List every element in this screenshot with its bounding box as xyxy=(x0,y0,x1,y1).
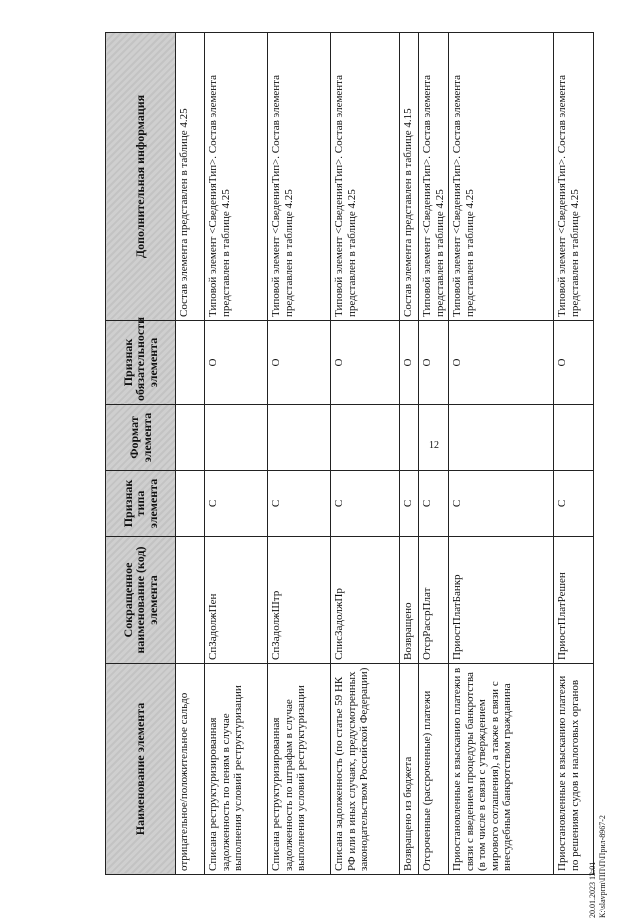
cell-info: Типовой элемент <СведенияТип>. Состав элемента представлен в таблице 4.25 xyxy=(331,33,400,321)
cell-type xyxy=(176,471,205,537)
rotated-table-container xyxy=(105,33,581,875)
cell-format xyxy=(331,405,400,471)
cell-info: Состав элемента представлен в таблице 4.15 xyxy=(400,33,419,321)
table-row xyxy=(176,33,205,875)
cell-type: С xyxy=(268,471,331,537)
cell-format xyxy=(176,405,205,471)
cell-name: Отсроченные (рассроченные) платежи xyxy=(419,664,449,875)
cell-format xyxy=(268,405,331,471)
cell-code: СписЗадолжПр xyxy=(331,537,400,664)
table-row xyxy=(331,33,400,875)
table-row xyxy=(554,33,594,875)
cell-code: ПриостПлатРешен xyxy=(554,537,594,664)
page-number: 12 xyxy=(429,440,439,451)
cell-info: Типовой элемент <СведенияТип>. Состав элемента представлен в таблице 4.25 xyxy=(449,33,554,321)
header-name: Наименование элемента xyxy=(106,664,176,875)
cell-required: О xyxy=(205,321,268,405)
footer-datetime: 20.01.2023 12:01 xyxy=(588,861,597,918)
cell-code xyxy=(176,537,205,664)
cell-name: Списана задолженность (по статье 59 НК РФ или в иных случаях, предусмотренных законодательством Российской Федерации) xyxy=(331,664,400,875)
header-code: Сокращенное наименование (код) элемента xyxy=(106,537,176,664)
footer-stamp xyxy=(588,768,608,918)
cell-required: О xyxy=(331,321,400,405)
cell-name: отрицательное/положительное сальдо xyxy=(176,664,205,875)
cell-name: Списана реструктуризированная задолженность по пеням в случае выполнения условий реструктуризации xyxy=(205,664,268,875)
cell-info: Типовой элемент <СведенияТип>. Состав элемента представлен в таблице 4.25 xyxy=(205,33,268,321)
cell-required: О xyxy=(554,321,594,405)
cell-info: Типовой элемент <СведенияТип>. Состав элемента представлен в таблице 4.25 xyxy=(419,33,449,321)
table-row xyxy=(205,33,268,875)
header-type: Признак типа элемента xyxy=(106,471,176,537)
cell-type: С xyxy=(205,471,268,537)
cell-format xyxy=(419,405,449,471)
cell-name: Приостановленные к взысканию платежи по решениям судов и налоговых органов xyxy=(554,664,594,875)
cell-format xyxy=(205,405,268,471)
cell-name: Списана реструктуризированная задолженность по штрафам в случае выполнения условий реструктуризации xyxy=(268,664,331,875)
footer-path: К:\slavprm\ПП\П\Прил-8967-2 xyxy=(598,815,607,918)
cell-format xyxy=(449,405,554,471)
cell-name: Приостановленные к взысканию платежи в связи с введением процедуры банкротства (в том числе в связи с утверждением мирового соглашения), а также в связи с внесудебным банкротством гражданина xyxy=(449,664,554,875)
cell-info: Состав элемента представлен в таблице 4.25 xyxy=(176,33,205,321)
cell-info: Типовой элемент <СведенияТип>. Состав элемента представлен в таблице 4.25 xyxy=(554,33,594,321)
cell-required: О xyxy=(419,321,449,405)
cell-code: СпЗадолжПен xyxy=(205,537,268,664)
header-row xyxy=(106,33,176,875)
cell-format xyxy=(400,405,419,471)
cell-info: Типовой элемент <СведенияТип>. Состав элемента представлен в таблице 4.25 xyxy=(268,33,331,321)
table-row xyxy=(268,33,331,875)
header-info: Дополнительная информация xyxy=(106,33,176,321)
cell-required: О xyxy=(449,321,554,405)
table-row xyxy=(449,33,554,875)
cell-name: Возвращено из бюджета xyxy=(400,664,419,875)
table-row xyxy=(419,33,449,875)
cell-code: СпЗадолжШтр xyxy=(268,537,331,664)
header-required: Признак обязательности элемента xyxy=(106,321,176,405)
cell-type: С xyxy=(331,471,400,537)
cell-required xyxy=(176,321,205,405)
cell-required: О xyxy=(400,321,419,405)
cell-required: О xyxy=(268,321,331,405)
header-format: Формат элемента xyxy=(106,405,176,471)
cell-format xyxy=(554,405,594,471)
cell-type: С xyxy=(419,471,449,537)
table-row xyxy=(400,33,419,875)
cell-type: С xyxy=(554,471,594,537)
cell-code: ОтсрРассрПлат xyxy=(419,537,449,664)
cell-code: Возвращено xyxy=(400,537,419,664)
elements-table xyxy=(105,32,594,875)
cell-code: ПриостПлатБанкр xyxy=(449,537,554,664)
cell-type: С xyxy=(449,471,554,537)
cell-type: С xyxy=(400,471,419,537)
